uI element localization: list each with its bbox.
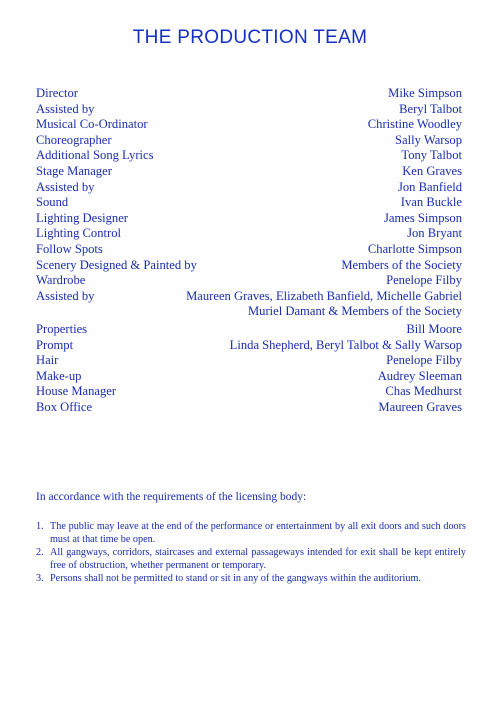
credit-name: Penelope Filby — [386, 273, 462, 288]
credit-row — [36, 353, 462, 369]
credit-row — [36, 164, 462, 180]
credit-name: Beryl Talbot — [399, 101, 462, 116]
credit-row — [36, 400, 462, 416]
credit-role: House Manager — [36, 384, 117, 399]
credit-role: Properties — [36, 321, 88, 336]
credit-name: Audrey Sleeman — [377, 368, 462, 383]
credit-role: Sound — [36, 195, 69, 210]
credit-name: Linda Shepherd, Beryl Talbot & Sally Warsop — [229, 337, 462, 352]
notice-heading: In accordance with the requirements of the licensing body: — [36, 491, 307, 503]
credit-name: Penelope Filby — [386, 353, 462, 368]
credit-role: Box Office — [36, 399, 93, 414]
credit-role: Stage Manager — [36, 163, 112, 178]
credit-row — [36, 384, 462, 400]
credit-role: Musical Co-Ordinator — [36, 117, 148, 132]
credit-row — [36, 117, 462, 133]
credit-row — [36, 322, 462, 338]
credit-role: Additional Song Lyrics — [36, 148, 154, 163]
credit-name: Members of the Society — [341, 257, 462, 272]
page-title: THE PRODUCTION TEAM — [132, 27, 368, 48]
notices-list — [36, 520, 466, 585]
notice-item — [36, 572, 466, 585]
credit-row — [36, 195, 462, 211]
credit-row — [36, 258, 462, 274]
notice-number: 3. — [36, 573, 44, 585]
credit-row — [36, 86, 462, 102]
credit-role: Assisted by — [36, 101, 95, 116]
credit-role: Lighting Designer — [36, 210, 128, 225]
credit-row — [36, 273, 462, 289]
credit-name: Maureen Graves, Elizabeth Banfield, Michelle Gabriel — [186, 288, 462, 303]
notice-number: 2. — [36, 547, 44, 559]
credit-name: Charlotte Simpson — [367, 241, 462, 256]
credit-row — [36, 289, 462, 305]
credit-role: Make-up — [36, 368, 82, 383]
credit-name: Jon Banfield — [397, 179, 462, 194]
credit-row — [36, 180, 462, 196]
credit-row — [36, 242, 462, 258]
credit-row — [36, 369, 462, 385]
credit-name: Mike Simpson — [388, 86, 462, 100]
credit-name: Maureen Graves — [378, 399, 462, 414]
credit-row — [36, 102, 462, 118]
notice-text: The public may leave at the end of the performance or entertainment by all exit doors and such doors must at that time be open. — [50, 521, 466, 546]
credit-name: Ivan Buckle — [400, 195, 462, 210]
notice-text: All gangways, corridors, staircases and external passageways intended for exit shall be kept entirely free of obstruction, whether permanent or temporary. — [50, 547, 466, 572]
notice-text: Persons shall not be permitted to stand or sit in any of the gangways within the auditorium. — [50, 573, 421, 585]
credit-role: Wardrobe — [36, 273, 86, 288]
credit-row — [36, 133, 462, 149]
credit-name: Chas Medhurst — [385, 384, 462, 399]
credit-name: Muriel Damant & Members of the Society — [247, 304, 462, 319]
credit-row — [36, 211, 462, 227]
credit-row — [36, 226, 462, 242]
credit-name: Sally Warsop — [395, 132, 462, 147]
credit-role: Director — [36, 86, 78, 100]
notice-item — [36, 520, 466, 546]
credit-role: Lighting Control — [36, 226, 122, 241]
credit-row — [36, 148, 462, 164]
credit-name: James Simpson — [383, 210, 462, 225]
credit-role: Choreographer — [36, 132, 112, 147]
credit-role: Assisted by — [36, 179, 95, 194]
credits-list — [36, 86, 462, 415]
credit-name: Ken Graves — [402, 163, 462, 178]
credit-role: Follow Spots — [36, 241, 103, 256]
credit-row — [36, 304, 462, 320]
credit-role: Scenery Designed & Painted by — [36, 257, 197, 272]
credit-row — [36, 338, 462, 354]
credit-name: Jon Bryant — [407, 226, 462, 241]
credit-role: Hair — [36, 353, 59, 368]
notice-number: 1. — [36, 521, 44, 532]
notice-item — [36, 546, 466, 572]
credit-role: Assisted by — [36, 288, 95, 303]
credit-name: Christine Woodley — [367, 117, 462, 132]
credit-name: Bill Moore — [406, 321, 462, 336]
credit-name: Tony Talbot — [401, 148, 462, 163]
credit-role: Prompt — [36, 337, 74, 352]
